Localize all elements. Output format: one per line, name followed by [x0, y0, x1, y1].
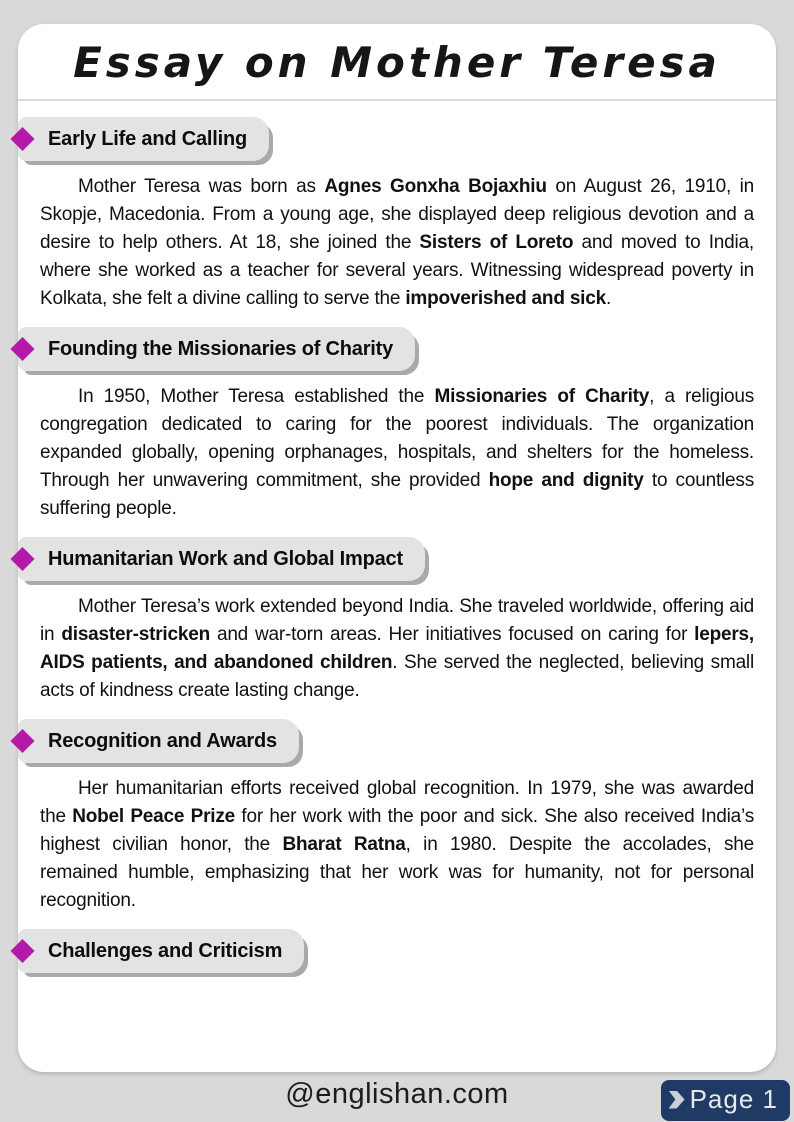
sections-container: [18, 101, 776, 973]
section-heading: [18, 117, 269, 161]
section-heading-label: Recognition and Awards: [48, 729, 277, 752]
page-number-badge: [661, 1080, 790, 1121]
section-heading: [18, 537, 425, 581]
section-heading: [18, 929, 304, 973]
essay-card: [18, 24, 776, 1072]
diamond-icon: [10, 337, 34, 361]
essay-section: [18, 537, 776, 705]
diamond-icon: [10, 127, 34, 151]
section-paragraph: In 1950, Mother Teresa established the Missionaries of Charity, a religious congregation dedicated to caring for the poorest individuals. The organization expanded globally, opening orphanages, hospitals, and shelters for the homeless. Through her unwavering commitment, she provided hope and dignity to countless suffering people.: [40, 386, 755, 519]
section-heading-label: Early Life and Calling: [48, 127, 247, 150]
section-paragraph: Mother Teresa was born as Agnes Gonxha Bojaxhiu on August 26, 1910, in Skopje, Macedonia. From a young age, she displayed deep religious devotion and a desire to help others. At 18, she joined the Sisters of Loreto and moved to India, where she worked as a teacher for several years. Witnessing widespread poverty in Kolkata, she felt a divine calling to serve the impoverished and sick.: [40, 176, 755, 309]
section-heading-label: Founding the Missionaries of Charity: [48, 337, 394, 360]
diamond-icon: [10, 729, 34, 753]
section-paragraph: Her humanitarian efforts received global recognition. In 1979, she was awarded the Nobel Peace Prize for her work with the poor and sick. She also received India’s highest civilian honor, the Bharat Ratna, in 1980. Despite the accolades, she remained humble, emphasizing that her work was for humanity, not for personal recognition.: [40, 778, 754, 911]
section-heading-label: Challenges and Criticism: [48, 939, 283, 962]
essay-section: [18, 719, 776, 915]
section-paragraph: Mother Teresa’s work extended beyond India. She traveled worldwide, offering aid in disaster-stricken and war-torn areas. Her initiatives focused on caring for lepers, AIDS patients, and abandoned children. She served the neglected, believing small acts of kindness create lasting change.: [40, 596, 754, 701]
essay-section: [18, 327, 776, 523]
section-heading: [18, 719, 299, 763]
page-title: Essay on Mother Teresa: [73, 38, 721, 87]
diamond-icon: [10, 939, 34, 963]
section-heading: [18, 327, 415, 371]
page-number-label: Page 1: [689, 1084, 778, 1114]
diamond-icon: [10, 547, 34, 571]
chevron-right-icon: [669, 1091, 685, 1109]
essay-section: [18, 929, 776, 973]
watermark-text: @englishan.com: [285, 1078, 509, 1110]
section-heading-label: Humanitarian Work and Global Impact: [48, 547, 403, 570]
essay-section: [18, 117, 776, 313]
title-bar: [18, 24, 776, 93]
